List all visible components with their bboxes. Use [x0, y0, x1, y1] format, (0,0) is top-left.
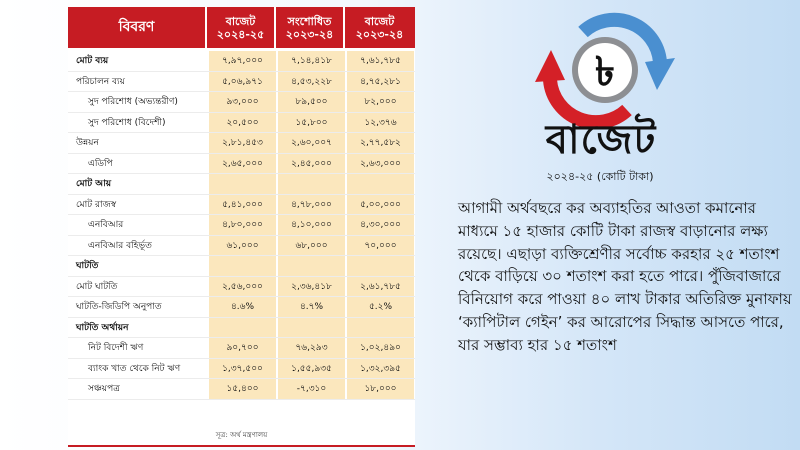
cell-value: ৪,১০,০০০ — [276, 215, 345, 235]
table-row — [68, 195, 415, 216]
row-label: মোট ঘাটতি — [76, 281, 118, 292]
cell-value — [276, 318, 345, 338]
table-row — [68, 133, 415, 154]
cell-value: ২,৫৬,০০০ — [207, 277, 276, 297]
table-row — [68, 359, 415, 380]
cell-value: ১২,৩৭৬ — [345, 113, 414, 133]
cell-value: ৪.৭% — [276, 297, 345, 317]
header-description: বিবরণ — [68, 7, 207, 48]
cell-value: ১,০২,৪৯০ — [345, 338, 414, 358]
header-col3-line1: বাজেট — [364, 14, 395, 28]
cell-value: ৭,৬১,৭৮৫ — [345, 51, 414, 71]
budget-subtitle: ২০২৪-২৫ (কোটি টাকা) — [546, 170, 654, 183]
cell-value: ২,৪৫,০০০ — [276, 154, 345, 174]
row-label: সুদ পরিশোধ (অভ্যন্তরীণ) — [88, 97, 178, 108]
cell-value — [276, 256, 345, 276]
row-label: মোট আয় — [76, 179, 112, 190]
cell-value: ৯০,৭০০ — [207, 338, 276, 358]
table-row — [68, 154, 415, 175]
row-label: এনবিআর — [88, 220, 124, 231]
header-col2-line2: ২০২৩-২৪ — [285, 27, 334, 41]
cell-value: ৫.২% — [345, 297, 414, 317]
row-label: নিট বিদেশী ঋণ — [88, 343, 144, 354]
header-budget-2023-24 — [345, 7, 414, 48]
cell-value: ৪.৬% — [207, 297, 276, 317]
cell-value: ৫,০০,০০০ — [345, 195, 414, 215]
cell-value: ৫,০৬,৯৭১ — [207, 72, 276, 92]
header-col3-line2: ২০২৩-২৪ — [355, 27, 404, 41]
cell-value: ৭৬,২৯৩ — [276, 338, 345, 358]
cell-value: ২০,৫০০ — [207, 113, 276, 133]
cell-value: ৬৮,০০০ — [276, 236, 345, 256]
cell-value: ৪,৫৩,২২৮ — [276, 72, 345, 92]
cell-value — [207, 256, 276, 276]
row-label: এনবিআর বহির্ভূত — [88, 240, 152, 251]
header-revised-2023-24 — [276, 7, 345, 48]
row-label: মোট রাজস্ব — [76, 199, 117, 210]
table-row — [68, 297, 415, 318]
table-row — [68, 113, 415, 134]
cell-value: ১৮,০০০ — [345, 379, 414, 399]
row-label: ঘাটতি-জিডিপি অনুপাত — [76, 302, 162, 313]
cell-value — [207, 318, 276, 338]
source-note: সূত্র: অর্থ মন্ত্রণালয় — [215, 431, 268, 439]
cell-value: ২,৬১,৭৮৫ — [345, 277, 414, 297]
cell-value: ৫,৪১,০০০ — [207, 195, 276, 215]
cell-value — [345, 318, 414, 338]
row-label: মোট ব্যয় — [76, 56, 109, 67]
cell-value: ৭০,০০০ — [345, 236, 414, 256]
row-label: ঘাটতি — [76, 261, 99, 272]
header-col1-line1: বাজেট — [225, 14, 256, 28]
row-label: ঘাটতি অর্থায়ন — [76, 322, 129, 333]
table-header — [68, 7, 415, 48]
header-col1-line2: ২০২৪-২৫ — [216, 27, 265, 41]
cell-value: ৯৩,০০০ — [207, 92, 276, 112]
table-row — [68, 92, 415, 113]
cell-value: ১,৩২,৩৯৫ — [345, 359, 414, 379]
cell-value — [345, 174, 414, 194]
row-label: ব্যাংক খাত থেকে নিট ঋণ — [88, 363, 181, 374]
taka-recycle-icon — [525, 10, 685, 130]
row-label: উন্নয়ন — [76, 138, 99, 149]
cell-value: ৪,৩০,০০০ — [345, 215, 414, 235]
table-row — [68, 277, 415, 298]
table-body — [68, 48, 415, 400]
cell-value — [207, 174, 276, 194]
row-label: পরিচালন ব্যয় — [76, 76, 125, 87]
cell-value: ২,৬৫,০০০ — [207, 154, 276, 174]
budget-table — [68, 7, 415, 447]
cell-value: ৭,১৪,৪১৮ — [276, 51, 345, 71]
cell-value: ২,৬০,০০৭ — [276, 133, 345, 153]
cell-value: ৪,৭৮,০০০ — [276, 195, 345, 215]
description-text: আগামী অর্থবছরে কর অব্যাহতির আওতা কমানোর মাধ্যমে ১৫ হাজার কোটি টাকা রাজস্ব বাড়ানোর লক্ষ্য রয়েছে। এছাড়া ব্যক্তিশ্রেণীর সর্বোচ্চ করহার ২৫ শতাংশ থেকে বাড়িয়ে ৩০ শতাংশ করা হতে পারে। পুঁজিবাজারে বিনিয়োগ করে পাওয়া ৪০ লাখ টাকার অতিরিক্ত মুনাফায় ‘ক্যাপিটাল গেইন’ কর আরোপের সিদ্ধান্ত আসতে পারে, যার সম্ভাব্য হার ১৫ শতাংশ — [458, 199, 792, 354]
table-row — [68, 379, 415, 400]
cell-value: ১,৩৭,৫০০ — [207, 359, 276, 379]
cell-value: ১,৫৫,৯৩৫ — [276, 359, 345, 379]
cell-value: ৬১,০০০ — [207, 236, 276, 256]
table-row — [68, 338, 415, 359]
table-row — [68, 256, 415, 277]
table-row — [68, 51, 415, 72]
table-row — [68, 72, 415, 93]
cell-value: ৮৯,৫০০ — [276, 92, 345, 112]
table-row — [68, 215, 415, 236]
header-col2-line1: সংশোধিত — [287, 14, 332, 28]
cell-value: ১৫,৮০০ — [276, 113, 345, 133]
cell-value: ৭,৯৭,০০০ — [207, 51, 276, 71]
row-label: সুদ পরিশোধ (বিদেশী) — [88, 117, 166, 128]
cell-value: ২,৬৩,০০০ — [345, 154, 414, 174]
cell-value: ৮২,০০০ — [345, 92, 414, 112]
cell-value: ২,৮১,৪৫৩ — [207, 133, 276, 153]
cell-value — [276, 174, 345, 194]
cell-value: ১৫,৪০০ — [207, 379, 276, 399]
cell-value — [345, 256, 414, 276]
cell-value: ৪,৭৫,২৮১ — [345, 72, 414, 92]
cell-value: -৭,৩১০ — [276, 379, 345, 399]
budget-title: বাজেট — [545, 117, 657, 163]
header-budget-2024-25 — [207, 7, 276, 48]
cell-value: ৪,৮০,০০০ — [207, 215, 276, 235]
taka-symbol: ৳ — [595, 49, 615, 95]
cell-value: ২,৩৬,৪১৮ — [276, 277, 345, 297]
cell-value: ২,৭৭,৫৮২ — [345, 133, 414, 153]
table-row — [68, 318, 415, 339]
row-label: সঞ্চয়পত্র — [88, 384, 120, 395]
table-row — [68, 236, 415, 257]
row-label: এডিপি — [88, 158, 113, 169]
table-row — [68, 174, 415, 195]
